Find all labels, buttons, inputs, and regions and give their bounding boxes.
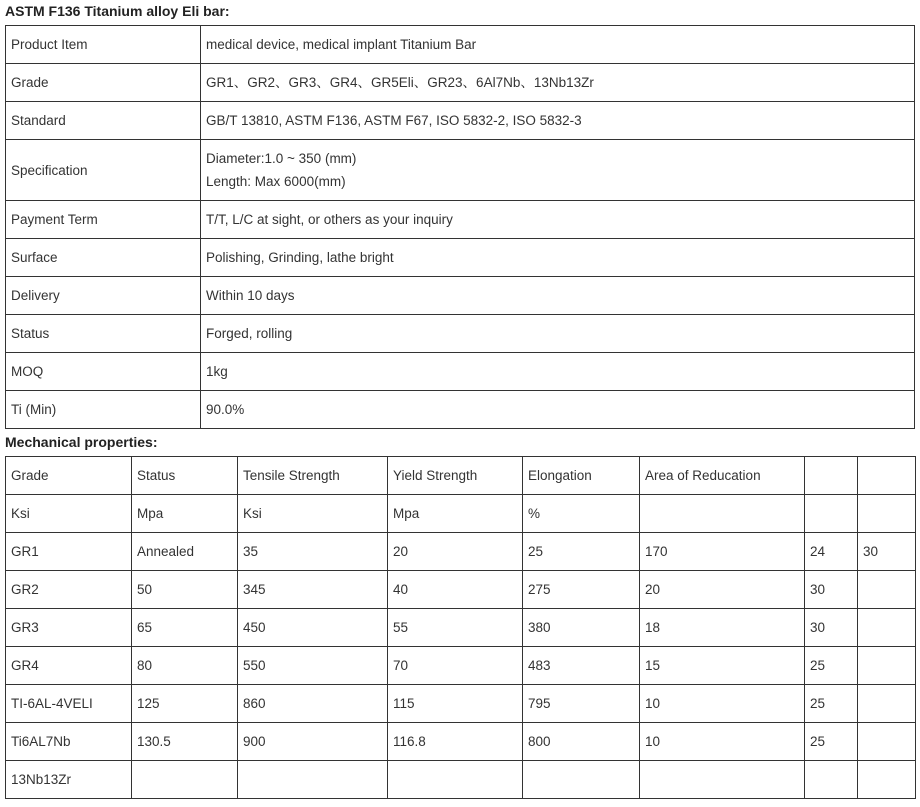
spec-key: Product Item: [6, 26, 201, 64]
mech-cell: [523, 761, 640, 799]
page-title: ASTM F136 Titanium alloy Eli bar:: [5, 3, 230, 19]
mech-cell: 800: [523, 723, 640, 761]
mech-cell: 24: [805, 533, 858, 571]
spec-row: [6, 26, 915, 64]
spec-key: Delivery: [6, 277, 201, 315]
mech-cell: 860: [238, 685, 388, 723]
mech-cell: 25: [523, 533, 640, 571]
spec-row: [6, 102, 915, 140]
mech-cell: 116.8: [388, 723, 523, 761]
spec-value: [201, 102, 915, 140]
mech-cell: 130.5: [132, 723, 238, 761]
mech-row: [6, 647, 916, 685]
spec-value-line: T/T, L/C at sight, or others as your inquiry: [206, 212, 453, 227]
mech-cell: [858, 571, 916, 609]
spec-row: [6, 315, 915, 353]
mech-cell: Elongation: [523, 457, 640, 495]
spec-table: [5, 25, 915, 429]
mech-cell: TI-6AL-4VELI: [6, 685, 132, 723]
mech-row: [6, 685, 916, 723]
mech-row: [6, 609, 916, 647]
mech-row: [6, 761, 916, 799]
spec-value: [201, 201, 915, 239]
mech-cell: %: [523, 495, 640, 533]
spec-row: [6, 201, 915, 239]
mech-cell: [858, 647, 916, 685]
spec-key: Status: [6, 315, 201, 353]
mech-cell: 55: [388, 609, 523, 647]
mech-cell: 15: [640, 647, 805, 685]
mech-cell: 450: [238, 609, 388, 647]
spec-value: [201, 239, 915, 277]
mech-cell: Ksi: [238, 495, 388, 533]
mech-cell: [805, 761, 858, 799]
spec-row: [6, 353, 915, 391]
mech-cell: 80: [132, 647, 238, 685]
mech-cell: GR1: [6, 533, 132, 571]
spec-key: MOQ: [6, 353, 201, 391]
mech-row: [6, 533, 916, 571]
mech-cell: [805, 495, 858, 533]
mech-cell: [858, 685, 916, 723]
spec-value-line: Forged, rolling: [206, 326, 293, 341]
mech-cell: [640, 495, 805, 533]
spec-row: [6, 277, 915, 315]
mech-cell: 20: [640, 571, 805, 609]
mech-cell: 550: [238, 647, 388, 685]
spec-row: [6, 391, 915, 429]
mech-cell: Ksi: [6, 495, 132, 533]
mech-cell: 275: [523, 571, 640, 609]
mech-cell: [388, 761, 523, 799]
mech-cell: 483: [523, 647, 640, 685]
mech-cell: 50: [132, 571, 238, 609]
mech-cell: GR4: [6, 647, 132, 685]
mech-cell: 13Nb13Zr: [6, 761, 132, 799]
mech-cell: 115: [388, 685, 523, 723]
spec-value: [201, 140, 915, 201]
spec-row: [6, 239, 915, 277]
mech-cell: Ti6AL7Nb: [6, 723, 132, 761]
mech-cell: 25: [805, 723, 858, 761]
section-title: Mechanical properties:: [5, 434, 158, 450]
mech-cell: 20: [388, 533, 523, 571]
mech-cell: Yield Strength: [388, 457, 523, 495]
mech-row: [6, 457, 916, 495]
spec-key: Grade: [6, 64, 201, 102]
mechanical-properties-table: [5, 456, 916, 799]
mech-cell: [805, 457, 858, 495]
mech-cell: 380: [523, 609, 640, 647]
spec-value: [201, 391, 915, 429]
spec-value-line: 90.0%: [206, 402, 245, 417]
mech-row: [6, 571, 916, 609]
spec-value-line: 1kg: [206, 364, 228, 379]
mech-cell: [858, 723, 916, 761]
mech-cell: [858, 457, 916, 495]
mech-cell: [132, 761, 238, 799]
spec-value-line: Within 10 days: [206, 288, 295, 303]
spec-value: [201, 353, 915, 391]
mech-cell: Grade: [6, 457, 132, 495]
mech-cell: 125: [132, 685, 238, 723]
spec-value: [201, 315, 915, 353]
mech-cell: 40: [388, 571, 523, 609]
mech-cell: 25: [805, 647, 858, 685]
spec-value: [201, 64, 915, 102]
mech-cell: Annealed: [132, 533, 238, 571]
mech-cell: [858, 609, 916, 647]
spec-value-line: GR1、GR2、GR3、GR4、GR5Eli、GR23、6Al7Nb、13Nb13Zr: [206, 75, 594, 90]
mech-cell: [640, 761, 805, 799]
spec-key: Ti (Min): [6, 391, 201, 429]
spec-row: [6, 140, 915, 201]
spec-value-line: GB/T 13810, ASTM F136, ASTM F67, ISO 5832-2, ISO 5832-3: [206, 113, 582, 128]
mech-row: [6, 495, 916, 533]
mech-cell: 18: [640, 609, 805, 647]
mech-cell: GR3: [6, 609, 132, 647]
spec-value: [201, 26, 915, 64]
mech-cell: GR2: [6, 571, 132, 609]
spec-row: [6, 64, 915, 102]
mech-cell: 170: [640, 533, 805, 571]
mech-cell: [858, 761, 916, 799]
spec-value-line: Diameter:1.0 ~ 350 (mm): [206, 151, 357, 166]
spec-key: Surface: [6, 239, 201, 277]
spec-key: Payment Term: [6, 201, 201, 239]
spec-value-line: medical device, medical implant Titanium Bar: [206, 37, 477, 52]
mech-cell: 70: [388, 647, 523, 685]
mech-cell: Status: [132, 457, 238, 495]
spec-key: Standard: [6, 102, 201, 140]
mech-cell: 65: [132, 609, 238, 647]
mech-cell: 900: [238, 723, 388, 761]
mech-cell: 345: [238, 571, 388, 609]
mech-cell: 30: [805, 571, 858, 609]
mech-cell: 10: [640, 723, 805, 761]
mech-cell: 35: [238, 533, 388, 571]
mech-cell: 30: [858, 533, 916, 571]
mech-row: [6, 723, 916, 761]
mech-cell: 795: [523, 685, 640, 723]
mech-cell: 25: [805, 685, 858, 723]
mech-cell: [238, 761, 388, 799]
mech-cell: 30: [805, 609, 858, 647]
mech-cell: 10: [640, 685, 805, 723]
spec-value: [201, 277, 915, 315]
mech-cell: [858, 495, 916, 533]
spec-value-line: Polishing, Grinding, lathe bright: [206, 250, 394, 265]
spec-value-line: Length: Max 6000(mm): [206, 174, 346, 189]
mech-cell: Tensile Strength: [238, 457, 388, 495]
spec-key: Specification: [6, 140, 201, 201]
mech-cell: Area of Reducation: [640, 457, 805, 495]
mech-cell: Mpa: [388, 495, 523, 533]
mech-cell: Mpa: [132, 495, 238, 533]
